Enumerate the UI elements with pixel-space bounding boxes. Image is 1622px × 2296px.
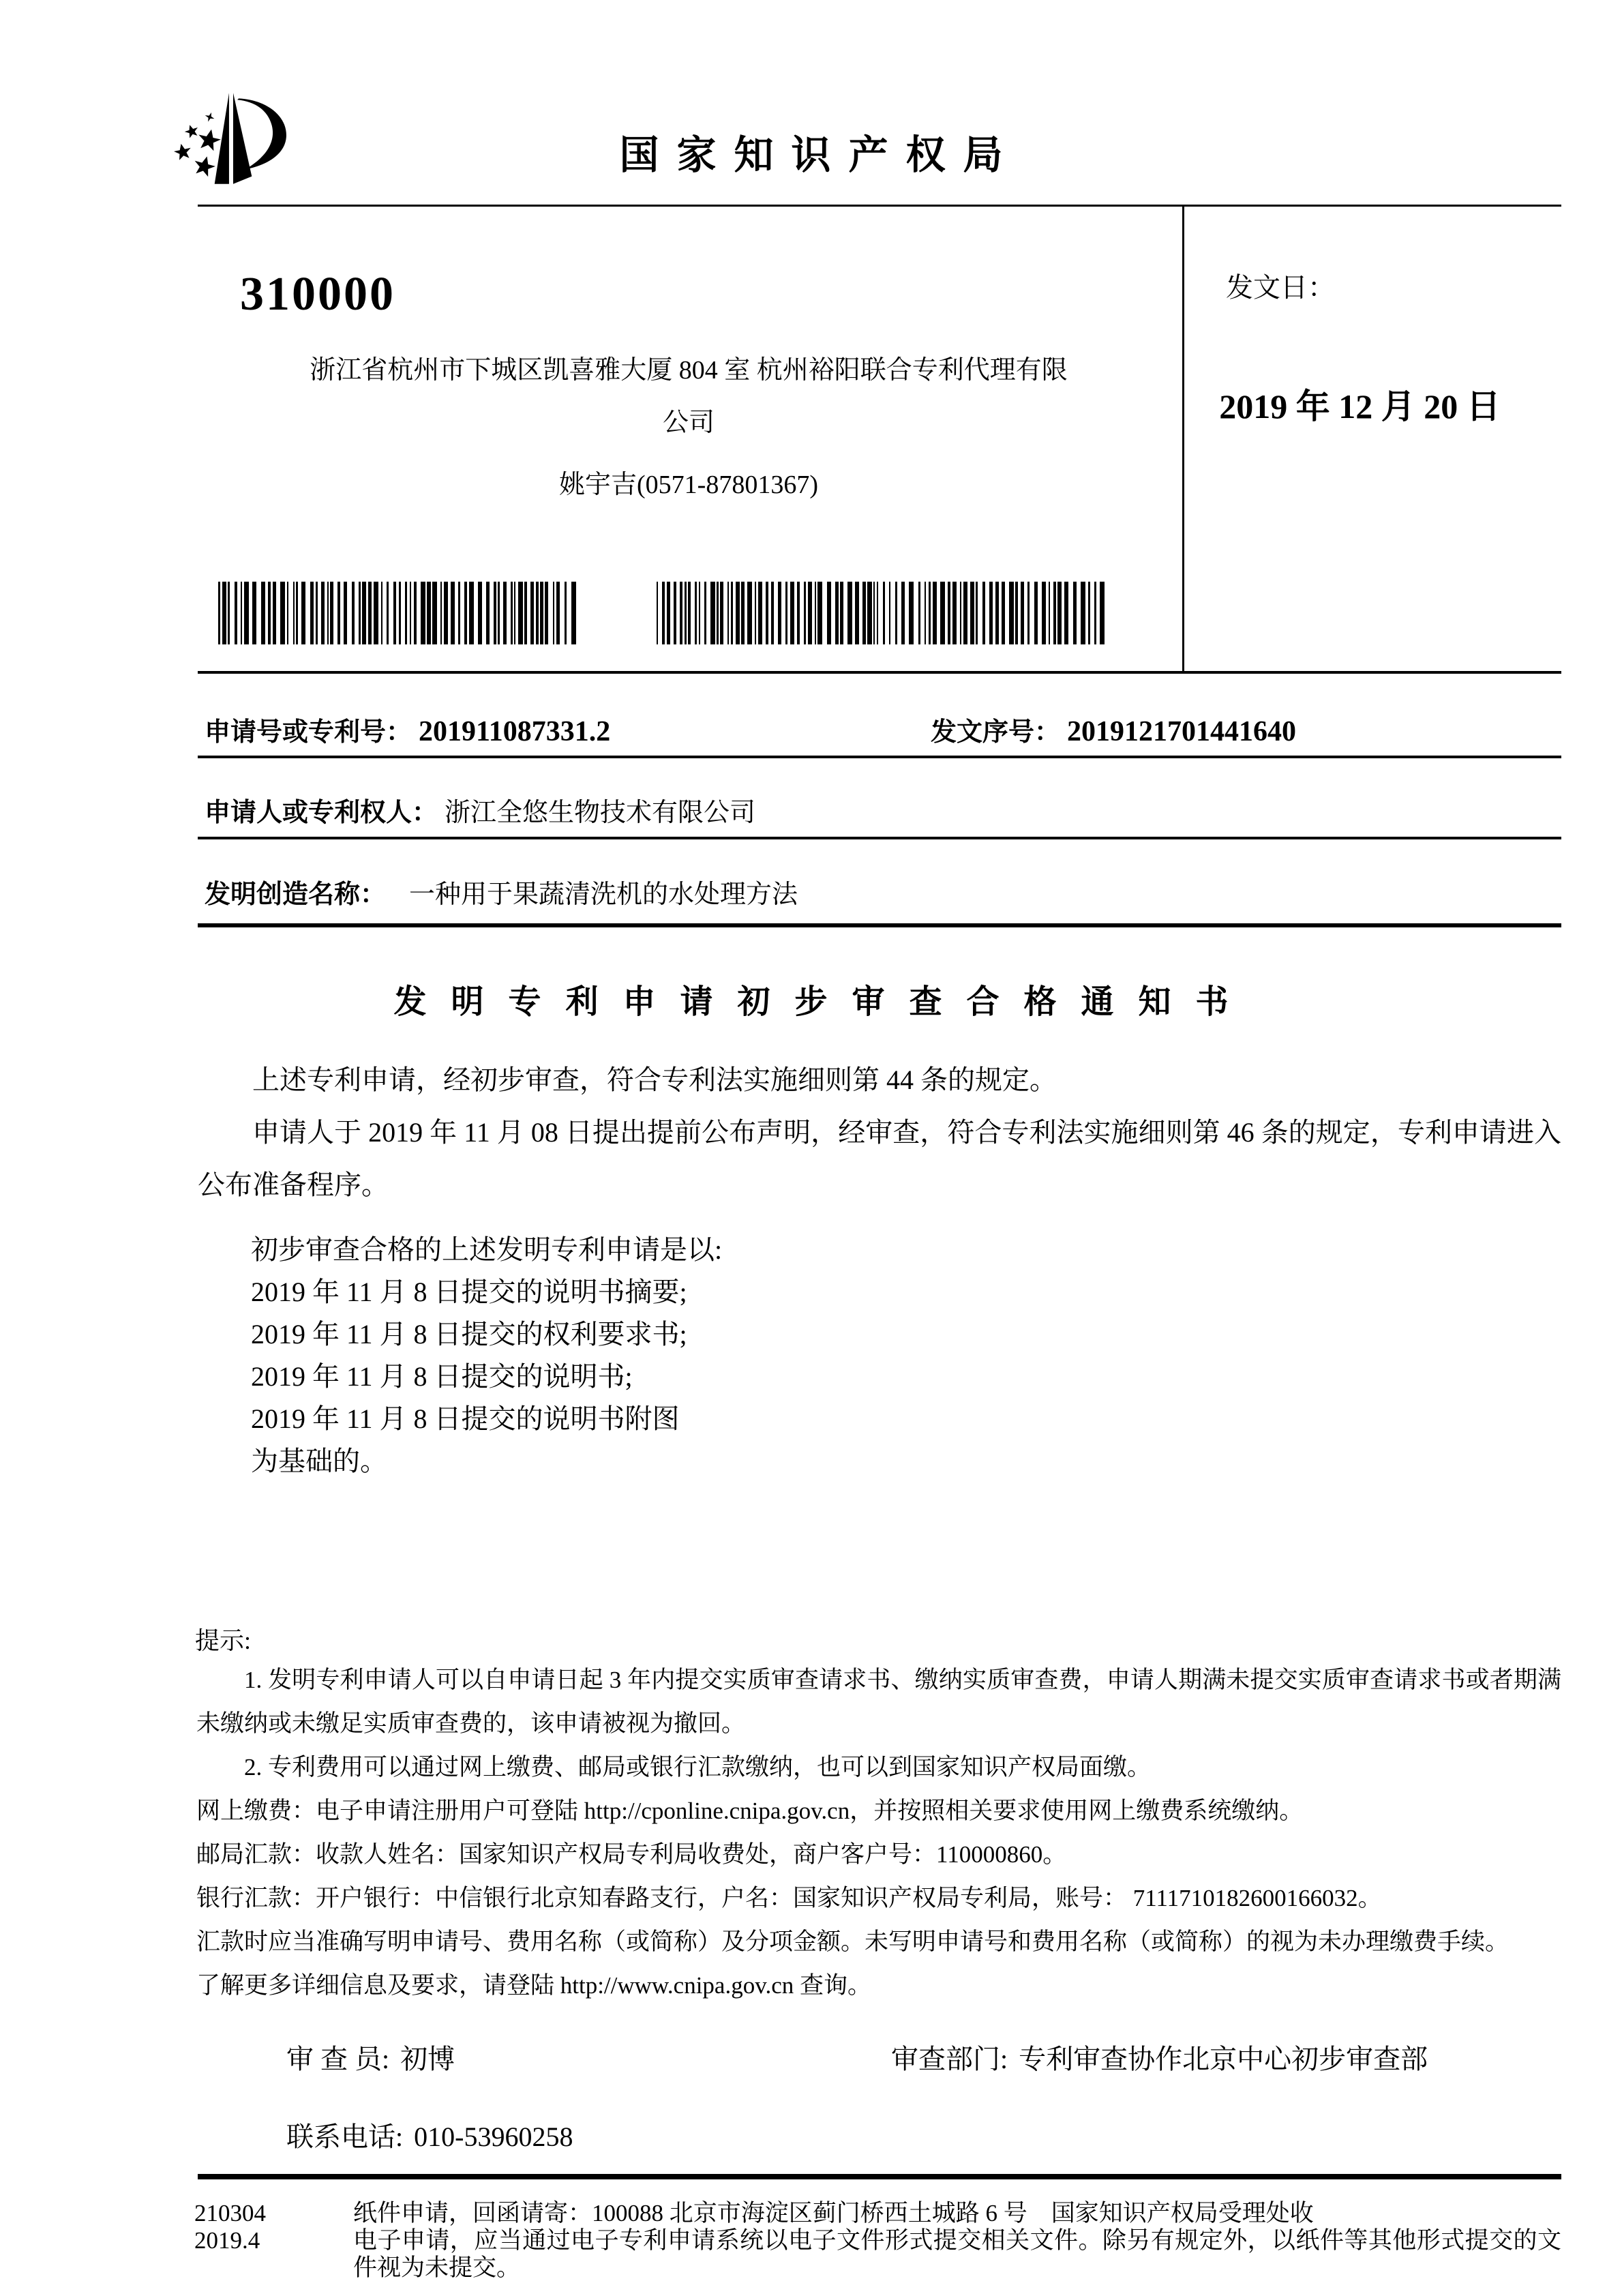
recipient-contact: 姚宇吉(0571-87801367)	[559, 471, 818, 499]
invention-title-row	[205, 873, 798, 910]
footer-note: 纸件申请，回函请寄：100088 北京市海淀区蓟门桥西土城路 6 号 国家知识产权局受理处收	[353, 2200, 1314, 2226]
application-number-row	[205, 711, 610, 748]
examiner-row	[286, 2038, 455, 2076]
footer-notes	[353, 2200, 1561, 2282]
contact-phone-row	[286, 2115, 573, 2154]
address-line: 浙江省杭州市下城区凯喜雅大厦 804 室 杭州裕阳联合专利代理有限	[310, 356, 1068, 385]
basis-item: 2019 年 11 月 8 日提交的权利要求书;	[251, 1319, 687, 1350]
form-code: 210304	[194, 2200, 266, 2226]
dispatch-date-label: 发文日：	[1226, 272, 1335, 303]
notice-paragraph: 申请人于 2019 年 11 月 08 日提出提前公布声明，经审查，符合专利法实施细则第 46 条的规定，专利申请进入公布准备程序。	[198, 1117, 1561, 1200]
section-rule	[198, 923, 1561, 927]
applicant-label: 申请人或专利权人：	[205, 799, 438, 827]
department-row	[891, 2038, 1428, 2076]
form-year: 2019.4	[194, 2227, 260, 2254]
tip-item: 网上缴费：电子申请注册用户可登陆 http://cponline.cnipa.gov.cn，并按照相关要求使用网上缴费系统缴纳。	[196, 1798, 1304, 1824]
dispatch-serial-label: 发文序号：	[931, 718, 1061, 747]
dispatch-serial-value: 2019121701441640	[1067, 716, 1297, 747]
dispatch-date-value: 2019 年 12 月 20 日	[1219, 387, 1501, 426]
tip-item: 汇款时应当准确写明申请号、费用名称（或简称）及分项金额。未写明申请号和费用名称（或简称）的视为未办理缴费手续。	[196, 1928, 1510, 1955]
footer-rule	[198, 2174, 1561, 2179]
basis-item: 2019 年 11 月 8 日提交的说明书附图	[251, 1403, 680, 1434]
tip-item: 1. 发明专利申请人可以自申请日起 3 年内提交实质审查请求书、缴纳实质审查费，申请人期满未提交实质审查请求书或者期满未缴纳或未缴足实质审查费的，该申请被视为撤回。	[196, 1667, 1561, 1737]
notice-body	[198, 1054, 1561, 1211]
dispatch-serial-row	[931, 711, 1296, 748]
department-label: 审查部门:	[891, 2044, 1008, 2074]
application-number-label: 申请号或专利号：	[205, 718, 412, 747]
tip-item: 2. 专利费用可以通过网上缴费、邮局或银行汇款缴纳，也可以到国家知识产权局面缴。	[244, 1754, 1152, 1780]
agency-title: 国家知识产权局	[619, 133, 1021, 177]
basis-outro: 为基础的。	[251, 1446, 387, 1476]
applicant-row	[205, 791, 755, 829]
recipient-postcode: 310000	[240, 268, 395, 320]
section-rule	[198, 837, 1561, 839]
basis-list	[251, 1229, 722, 1482]
application-number-value: 201911087331.2	[419, 716, 611, 747]
tip-item: 银行汇款：开户银行：中信银行北京知春路支行，户名：国家知识产权局专利局，账号： 7111710182600166032。	[196, 1885, 1382, 1911]
invention-title-value: 一种用于果蔬清洗机的水处理方法	[409, 880, 798, 909]
basis-item: 2019 年 11 月 8 日提交的说明书摘要;	[251, 1277, 687, 1307]
tip-item: 了解更多详细信息及要求，请登陆 http://www.cnipa.gov.cn 查询。	[196, 1972, 871, 1999]
notice-title: 发明专利申请初步审查合格通知书	[393, 984, 1253, 1020]
notice-paragraph: 上述专利申请，经初步审查，符合专利法实施细则第 44 条的规定。	[252, 1064, 1057, 1095]
barcode	[657, 582, 1103, 644]
invention-title-label: 发明创造名称：	[205, 880, 387, 909]
section-rule	[198, 671, 1561, 674]
tips-label: 提示:	[195, 1627, 252, 1654]
department-name: 专利审查协作北京中心初步审查部	[1019, 2044, 1428, 2074]
footer-note: 电子申请，应当通过电子专利申请系统以电子文件形式提交相关文件。除另有规定外，以纸件等其他形式提交的文件视为未提交。	[353, 2227, 1561, 2281]
basis-intro: 初步审查合格的上述发明专利申请是以:	[251, 1234, 723, 1265]
contact-phone-label: 联系电话:	[286, 2121, 404, 2152]
footer-form-code	[194, 2200, 266, 2254]
recipient-address	[235, 344, 1142, 511]
header-rule	[198, 205, 1561, 207]
address-line: 公司	[662, 408, 715, 437]
examiner-name: 初博	[400, 2044, 455, 2074]
applicant-value: 浙江全悠生物技术有限公司	[445, 799, 756, 827]
contact-phone-value: 010-53960258	[414, 2121, 573, 2152]
address-date-divider	[1182, 205, 1184, 674]
tips-list	[196, 1658, 1561, 2008]
barcode	[218, 582, 580, 644]
basis-item: 2019 年 11 月 8 日提交的说明书;	[251, 1361, 633, 1392]
section-rule	[198, 756, 1561, 758]
examiner-label: 审 查 员:	[286, 2044, 390, 2074]
tip-item: 邮局汇款：收款人姓名：国家知识产权局专利局收费处，商户客户号：110000860。	[196, 1841, 1067, 1868]
